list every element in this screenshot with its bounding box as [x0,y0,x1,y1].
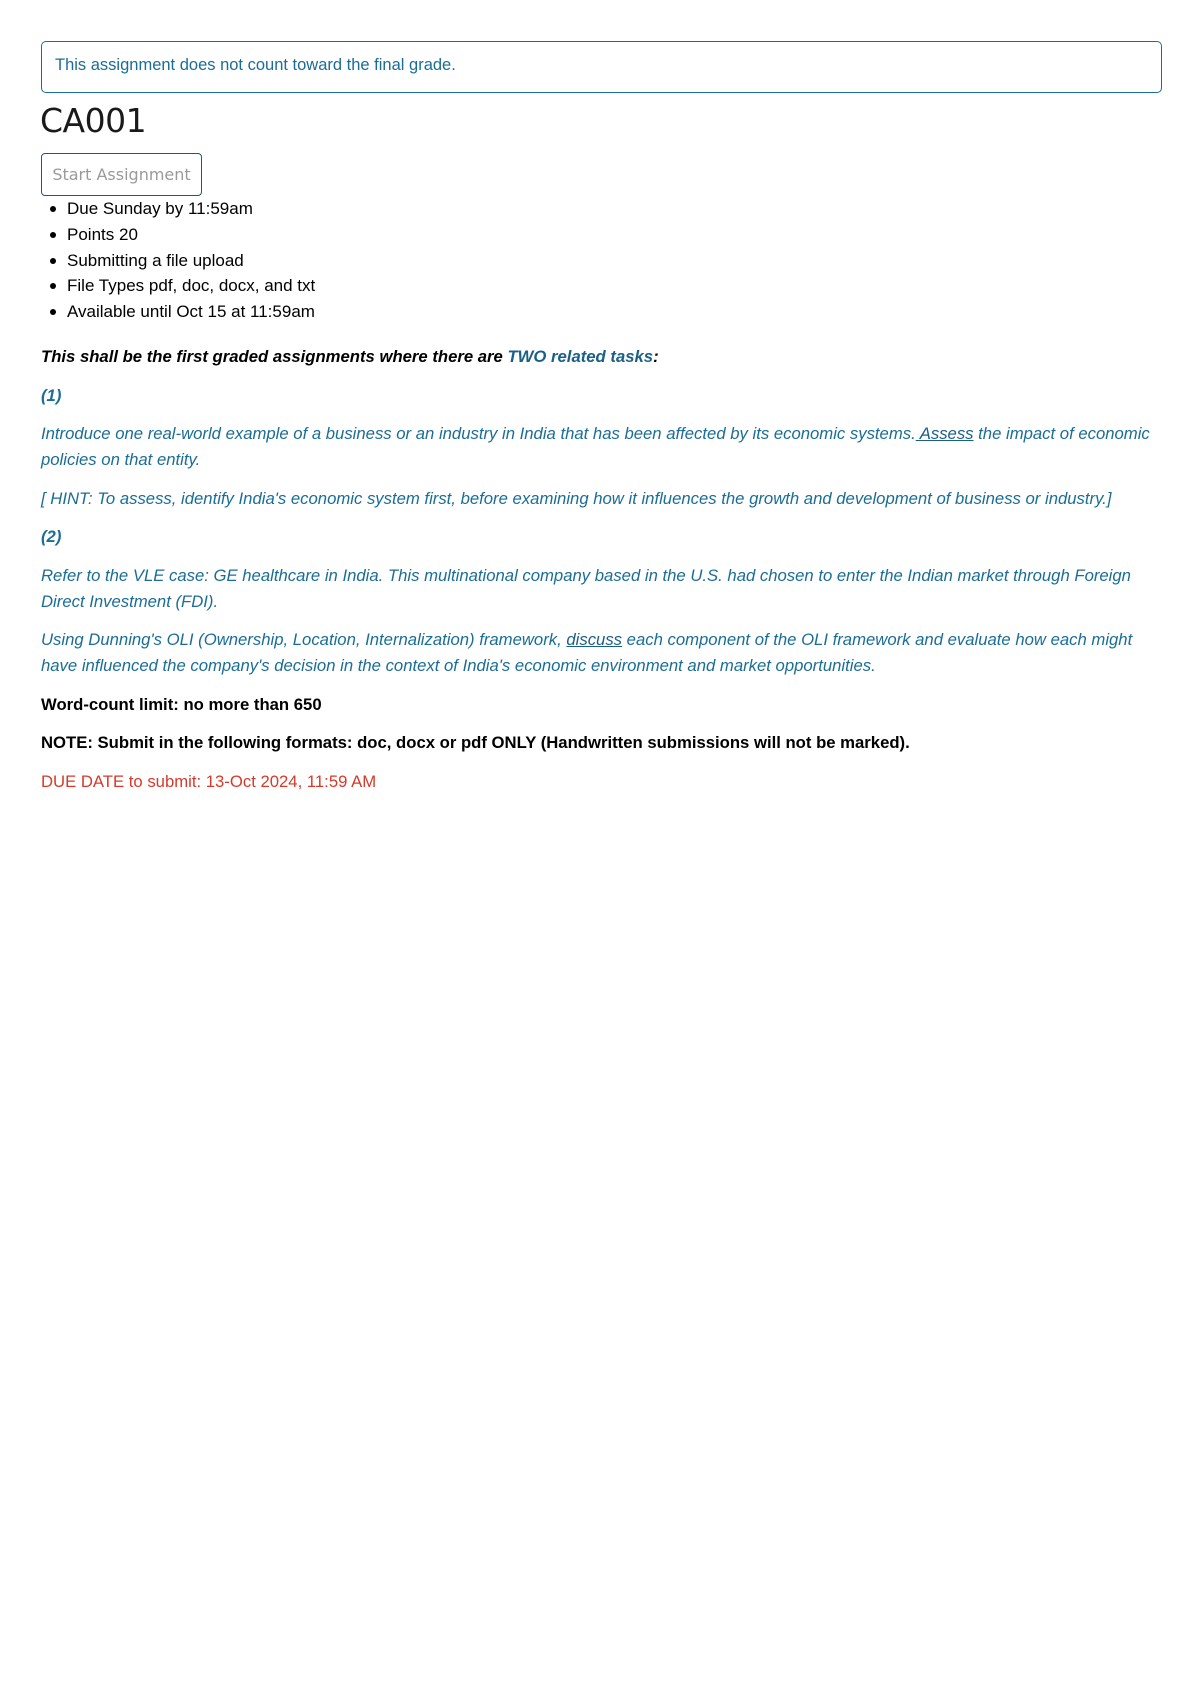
detail-available [67,299,315,325]
due-date-text: DUE DATE to submit: 13-Oct 2024, 11:59 AM [41,771,377,791]
task-1-text [41,421,1166,473]
assignment-title: CA001 [40,101,147,140]
grade-notice-banner [41,41,1162,93]
intro-highlight: TWO related tasks [507,347,654,366]
detail-value: 20 [118,224,138,244]
detail-label: Points [67,224,115,244]
detail-value: Sunday by 11:59am [102,199,253,218]
task-2-keyword-discuss: discuss [566,630,623,650]
assignment-description [41,344,1166,807]
task-2-text-after: each component of the OLI framework and evaluate how each might have influenced the company's decision in the context of India's economic environment and market opportunities. [41,630,1133,675]
detail-value: until Oct 15 at 11:59am [140,302,315,322]
task-1-text-before: Introduce one real-world example of a business or an industry in India that has been affected by its economic systems. [41,424,916,444]
description-intro [41,344,1166,370]
intro-suffix: : [653,347,659,366]
assignment-details-list [41,196,315,325]
detail-label: Submitting [67,250,148,270]
detail-value: a file upload [152,250,244,270]
task-1-number: (1) [41,385,62,405]
submission-format-note: NOTE: Submit in the following formats: doc, docx or pdf ONLY (Handwritten submissions will not be marked). [41,733,910,753]
detail-label: Due [67,199,99,218]
word-count-limit: Word-count limit: no more than 650 [41,694,322,714]
detail-value: pdf, doc, docx, and txt [148,276,316,296]
grade-notice-text: This assignment does not count toward the final grade. [55,56,456,74]
task-2-text [41,627,1166,679]
task-2-case-text: Refer to the VLE case: GE healthcare in India. This multinational company based in the U.S. had chosen to enter the Indian market through Foreign Direct Investment (FDI). [41,565,1131,611]
detail-submitting [67,248,315,274]
detail-points [67,222,315,248]
detail-due [67,196,315,222]
task-2-number: (2) [41,527,62,547]
intro-prefix: This shall be the first graded assignments where there are [41,347,508,366]
task-1-hint: [ HINT: To assess, identify India's economic system first, before examining how it influences the growth and development of business or industry.] [41,488,1112,508]
task-1-text-after: the impact of economic policies on that entity. [41,424,1150,469]
detail-label: Available [67,302,136,322]
task-1-keyword-assess: Assess [915,424,974,444]
detail-file-types [67,273,315,299]
task-2-text-before: Using Dunning's OLI (Ownership, Location, Internalization) framework, [41,630,567,650]
start-assignment-button[interactable]: Start Assignment [41,153,202,196]
detail-label: File Types [67,276,145,296]
